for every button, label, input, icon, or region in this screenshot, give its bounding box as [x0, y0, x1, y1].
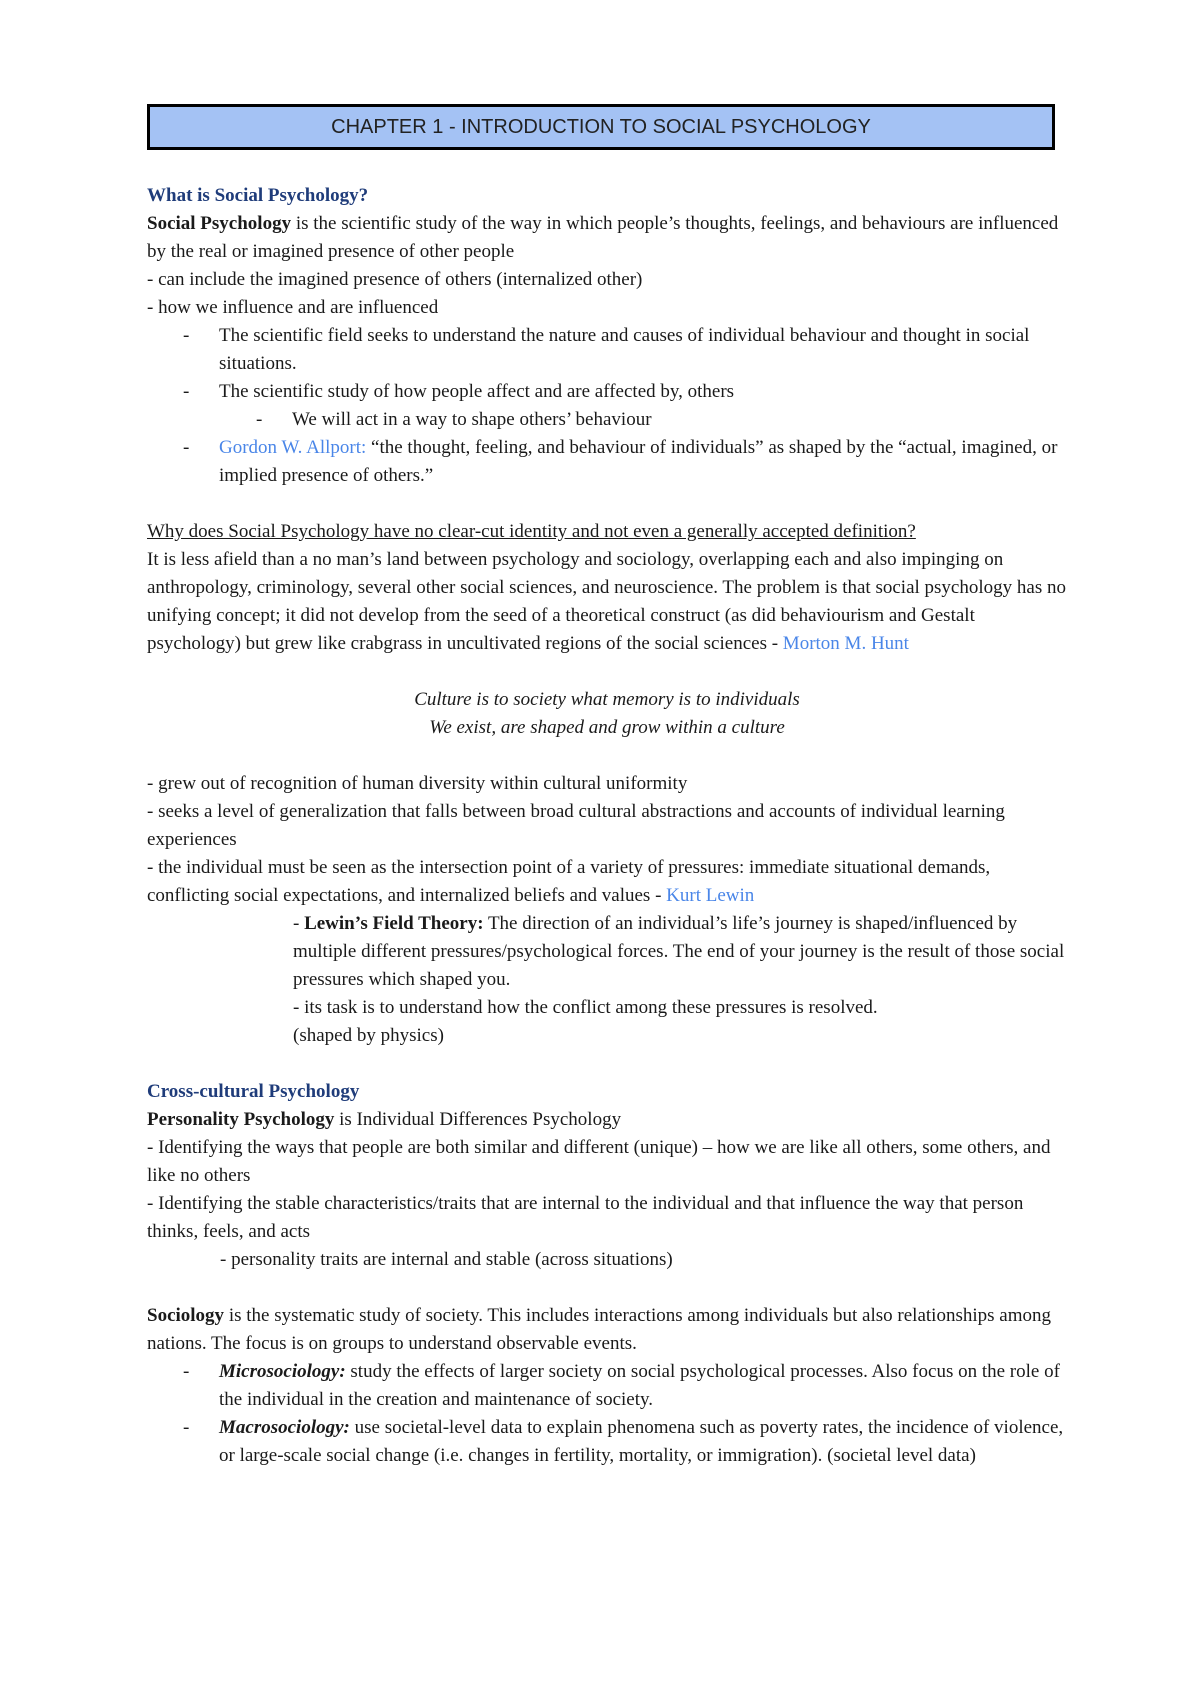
sociology-term: Sociology: [147, 1305, 225, 1326]
personality-definition: [147, 1106, 1067, 1134]
macrosociology-term: Macrosociology:: [219, 1417, 350, 1438]
microsociology-term: Microsociology:: [219, 1361, 346, 1382]
bullet-dash: -: [183, 325, 190, 346]
bullet-text: The scientific study of how people affect and are affected by, others: [219, 381, 735, 402]
note-text: - the individual must be seen as the intersection point of a variety of pressures: immediate situational demands, conflicting social expectations, and internalized beliefs and values -: [147, 857, 991, 906]
field-theory-task: - its task is to understand how the conflict among these pressures is resolved.: [293, 997, 878, 1018]
italic-quote-line: We exist, are shaped and grow within a culture: [429, 717, 785, 738]
definition-term: Social Psychology: [147, 213, 292, 234]
section-heading-cross-cultural: Cross-cultural Psychology: [147, 1081, 360, 1102]
cited-author: Kurt Lewin: [666, 885, 755, 906]
personality-term: Personality Psychology: [147, 1109, 335, 1130]
question-heading: Why does Social Psychology have no clear-cut identity and not even a generally accepted definition?: [147, 521, 916, 542]
prefix-dash: -: [293, 913, 305, 934]
bullet-text: The scientific field seeks to understand the nature and causes of individual behaviour and thought in social situations.: [219, 325, 1030, 374]
note-line: - seeks a level of generalization that falls between broad cultural abstractions and accounts of individual learning experiences: [147, 801, 1005, 850]
definition-paragraph: [147, 210, 1067, 266]
bullet-item: [147, 1358, 1067, 1414]
cited-author: Gordon W. Allport:: [219, 437, 367, 458]
bullet-text: use societal-level data to explain phenomena such as poverty rates, the incidence of violence, or large-scale social change (i.e. changes in fertility, mortality, or immigration). (societal level data): [219, 1417, 1064, 1466]
bullet-dash: -: [183, 437, 190, 458]
field-theory-term: Lewin’s Field Theory:: [304, 913, 484, 934]
note-line: - how we influence and are influenced: [147, 297, 439, 318]
chapter-title: CHAPTER 1 - INTRODUCTION TO SOCIAL PSYCHOLOGY: [331, 115, 871, 138]
bullet-dash: -: [183, 1417, 190, 1438]
bullet-text: “the thought, feeling, and behaviour of individuals” as shaped by the “actual, imagined, or implied presence of others.”: [219, 437, 1058, 486]
bullet-dash: -: [256, 409, 263, 430]
note-line: [147, 854, 1067, 910]
definition-text: is the scientific study of the way in which people’s thoughts, feelings, and behaviours are influenced by the real or imagined presence of other people: [147, 213, 1059, 262]
section-heading-what-is: What is Social Psychology?: [147, 185, 369, 206]
document-body: [147, 182, 1067, 1470]
sub-bullet-item: [147, 406, 1067, 434]
bullet-item: [147, 378, 1067, 406]
field-theory-line: [147, 910, 1067, 994]
bullet-text: study the effects of larger society on social psychological processes. Also focus on the role of the individual in the creation and maintenance of society.: [219, 1361, 1060, 1410]
sociology-text: is the systematic study of society. This includes interactions among individuals but also relationships among nations. The focus is on groups to understand observable events.: [147, 1305, 1051, 1354]
chapter-title-banner: [147, 104, 1055, 150]
bullet-item: [147, 434, 1067, 490]
note-line: - grew out of recognition of human diversity within cultural uniformity: [147, 773, 688, 794]
cited-author: Morton M. Hunt: [782, 633, 909, 654]
field-theory-text: The direction of an individual’s life’s journey is shaped/influenced by multiple different pressures/psychological forces. The end of your journey is the result of those social pressures which shaped you.: [293, 913, 1065, 990]
field-theory-note: (shaped by physics): [293, 1025, 444, 1046]
personality-text: is Individual Differences Psychology: [334, 1109, 622, 1130]
bullet-dash: -: [183, 381, 190, 402]
quote-text: It is less afield than a no man’s land between psychology and sociology, overlapping each and also impinging on anthropology, criminology, several other social sciences, and neuroscience. The problem is that social psychology has no unifying concept; it did not develop from the seed of a theoretical construct (as did behaviourism and Gestalt psychology) but grew like crabgrass in uncultivated regions of the social sciences -: [147, 549, 1066, 654]
note-line: - Identifying the stable characteristics/traits that are internal to the individual and that influence the way that person thinks, feels, and acts: [147, 1193, 1024, 1242]
sociology-definition: [147, 1302, 1067, 1358]
bullet-text: We will act in a way to shape others’ behaviour: [292, 409, 652, 430]
note-line: - Identifying the ways that people are both similar and different (unique) – how we are like all others, some others, and like no others: [147, 1137, 1051, 1186]
note-line: - personality traits are internal and stable (across situations): [220, 1249, 673, 1270]
italic-quote-line: Culture is to society what memory is to individuals: [414, 689, 800, 710]
bullet-item: [147, 322, 1067, 378]
note-line: - can include the imagined presence of others (internalized other): [147, 269, 643, 290]
quote-paragraph: [147, 546, 1067, 658]
bullet-item: [147, 1414, 1067, 1470]
bullet-dash: -: [183, 1361, 190, 1382]
